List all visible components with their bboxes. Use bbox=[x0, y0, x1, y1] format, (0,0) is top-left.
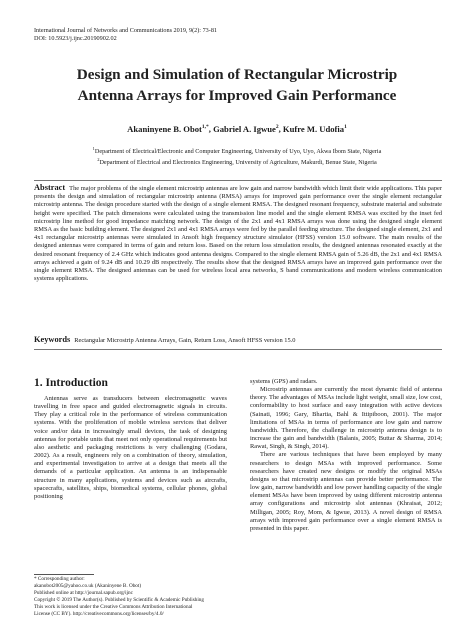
intro-paragraph-3: There are various techniques that have been employed by many researchers to design MSAs with improved performance. Some researchers have created new designs or modify the original MSAs designs so that microstrip antennas can provide better performance. The low gain, narrow bandwidth and low power handling capacity of the single element MSAs have been improved by using different microstrip antenna array configurations and microstrip slot antennas (Khraisat, 2012; Milligan, 2005; Roy, Mom, & Igwue, 2013). A novel design of RMSA arrays with improved gain performance over a single element RMSA is presented in this paper. bbox=[250, 451, 442, 532]
intro-paragraph-2: Microstrip antennas are currently the most dynamic field of antenna theory. The advantages of MSAs include light weight, small size, low cost, conformability to host surface and easy integration with active devices (Sainati, 1996; Gary, Bhartia, Bahl & Ittipiboon, 2001). The major limitations of MSAs in terms of performance are low gain and narrow bandwidth. Therefore, the challenge in microstrip antenna design is to increase the gain and bandwidth (Balanis, 2005; Buttar & Sharma, 2014; Rawat, Singh, & Singh, 2014). bbox=[250, 386, 442, 451]
footnote-rule bbox=[34, 574, 94, 575]
footnote bbox=[34, 576, 227, 619]
author-2: Gabriel A. Igwue bbox=[213, 124, 276, 134]
footnote-line-6: License (CC BY). http://creativecommons.org/licenses/by/4.0/ bbox=[34, 611, 164, 618]
title-line-2: Antenna Arrays for Improved Gain Performance bbox=[77, 87, 397, 104]
footnote-line-1: * Corresponding author: bbox=[34, 576, 85, 582]
intro-paragraph-1: Antennas serve as transducers between electromagnetic waves travelling in free space and guided electromagnetic signals in circuits. They play a critical role in the performance of wireless communication systems. With the proliferation of mobile wireless services that deliver voice and/or data in increasingly small devices, the task of designing antennas for portable units that meet not only operational requirements but also aesthetic and packaging restrictions is very challenging (Godara, 2002). As a result, engineers rely on a combination of theory, simulation, and experimental investigation to arrive at a design that meets all the demands of a particular application. An antenna is an indispensable structure in many applications, systems and devices such as aircrafts, spacecrafts, satellites, ships, biomedical systems, cellular phones, global positioning bbox=[34, 395, 227, 500]
affiliation-1-text: Department of Electrical/Electronic and Computer Engineering, University of Uyo, Uyo, Akwa Ibom State, Nigeria bbox=[94, 148, 382, 156]
intro-continuation: systems (GPS) and radars. bbox=[250, 378, 318, 385]
abstract-text: The major problems of the single element microstrip antennas are low gain and narrow bandwidth which limit their wide applications. This paper presents the design and simulation of rectangular microstrip antenna (RMSA) arrays for improved gain performance over the single element rectangular microstrip antenna. The design procedure started with the design of a single element RMSA. The designed resonant frequency, substrate material and substrate height were specified. The patch dimensions were calculated using the transmission line model and the single element RMSA was excited by the inset fed microstrip line method for good impedance matching network. The design of the 2x1 and 4x1 RMSA arrays was done using the designed single element RMSA as the basic building element. The designed 2x1 and 4x1 RMSA arrays were fed by the parallel feeding structure. The designed single element, 2x1 and 4x1 rectangular microstrip antennas were simulated in Ansoft high frequency structure simulator (HFSS) version 15.0 software. The main results of the designed antennas were compared in terms of gain and return loss. Based on the return loss simulation results, the designed antennas resonated exactly at the desired resonant frequency of 2.4 GHz which indicates good antenna designs. Compared to the single element RMSA gain of 5.26 dB, the 2x1 and 4x1 RMSA arrays achieved a gain of 9.24 dB and 10.29 dB respectively. The results show that the designed RMSA arrays have an improved gain performance over the single element RMSA. The designed antennas can be used for wireless local area networks, S band communications and modern wireless communication systems applications. bbox=[34, 185, 442, 283]
footnote-line-4: Copyright © 2019 The Author(s). Published by Scientific & Academic Publishing bbox=[34, 597, 204, 604]
keywords-text: Rectangular Microstrip Antenna Arrays, Gain, Return Loss, Ansoft HFSS version 15.0 bbox=[74, 337, 296, 344]
author-3-sup: 1 bbox=[344, 124, 347, 131]
affiliations bbox=[30, 145, 444, 168]
affiliation-2-text: Department of Electrical and Electronics Engineering, University of Agriculture, Makurdi, Benue State, Nigeria bbox=[99, 159, 377, 167]
right-column bbox=[250, 378, 442, 533]
footnote-line-5: This work is licensed under the Creative Commons Attribution International bbox=[34, 604, 193, 611]
paper-title bbox=[30, 64, 444, 106]
journal-citation: International Journal of Networks and Communications 2019, 9(2): 73-81 bbox=[34, 27, 218, 34]
affiliation-1-sup: 1 bbox=[92, 146, 95, 151]
keywords bbox=[34, 335, 442, 345]
keywords-bottom-rule bbox=[34, 349, 442, 350]
journal-doi: DOI: 10.5923/j.ijnc.20190902.02 bbox=[34, 35, 117, 42]
left-column bbox=[34, 395, 227, 501]
footnote-email: akanobot2005@yahoo.co.uk (Akaninyene B. Obot) bbox=[34, 583, 142, 590]
affiliation-2-sup: 2 bbox=[97, 157, 100, 163]
abstract bbox=[34, 184, 442, 283]
affiliation-1 bbox=[30, 145, 444, 156]
author-1: Akaninyene B. Obot bbox=[127, 124, 202, 134]
keywords-label: Keywords bbox=[34, 335, 71, 344]
affiliation-2 bbox=[30, 156, 444, 167]
author-2-sup: 2 bbox=[275, 124, 279, 131]
author-1-sup: 1,* bbox=[201, 124, 209, 131]
journal-header bbox=[34, 27, 334, 43]
author-3: Kufre M. Udofia bbox=[282, 124, 345, 134]
footnote-line-3: Published online at http://journal.sapub.org/ijnc bbox=[34, 590, 133, 597]
author-list: Akaninyene B. Obot$^{1,*}$, Gabriel A. Igwue$^2$, Kufre M. Udofia$^1$ bbox=[127, 124, 347, 134]
section-heading-introduction: 1. Introduction bbox=[34, 377, 108, 389]
abstract-label: Abstract bbox=[34, 183, 66, 192]
abstract-top-rule bbox=[34, 180, 442, 181]
title-line-1: Design and Simulation of Rectangular Microstrip bbox=[76, 66, 398, 83]
